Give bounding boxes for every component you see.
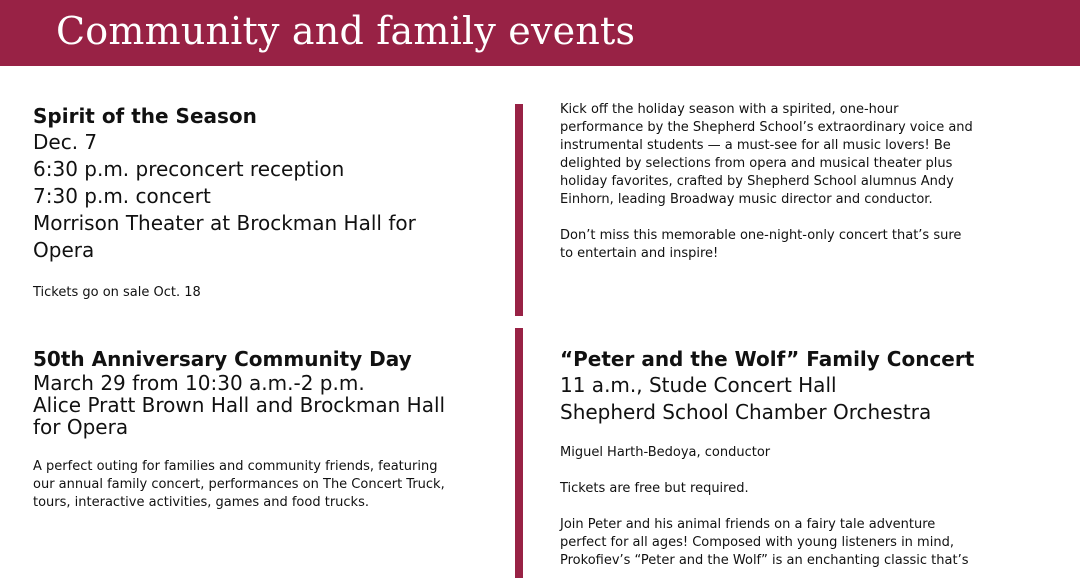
- description-line: Prokofiev’s “Peter and the Wolf” is an enchanting classic that’s: [560, 553, 969, 568]
- event-description: [560, 516, 1060, 570]
- event-title: “Peter and the Wolf” Family Concert: [560, 347, 975, 371]
- event-venue-line-1: Morrison Theater at Brockman Hall for: [33, 211, 416, 235]
- event-closing: [560, 227, 1060, 263]
- description-line: Join Peter and his animal friends on a fairy tale adventure: [560, 517, 936, 532]
- event-reception-time: 6:30 p.m. preconcert reception: [33, 157, 345, 181]
- event-tickets-note: Tickets are free but required.: [560, 481, 749, 496]
- description-line: instrumental students — a must-see for all music lovers! Be: [560, 138, 951, 153]
- description-line: Kick off the holiday season with a spirited, one-hour: [560, 102, 899, 117]
- description-line: performance by the Shepherd School’s extraordinary voice and: [560, 120, 973, 135]
- event-venue-line-2: for Opera: [33, 415, 129, 439]
- event-spirit-of-the-season: [33, 103, 503, 302]
- divider-event-1: [515, 104, 523, 316]
- description-line: perfect for all ages! Composed with young listeners in mind,: [560, 535, 954, 550]
- event-time-venue: 11 a.m., Stude Concert Hall: [560, 373, 837, 397]
- event-concert-time: 7:30 p.m. concert: [33, 184, 211, 208]
- description-line: delighted by selections from opera and musical theater plus: [560, 156, 953, 171]
- event-title: Spirit of the Season: [33, 104, 257, 128]
- event-date-time: March 29 from 10:30 a.m.-2 p.m.: [33, 371, 365, 395]
- page-title: Community and family events: [56, 9, 636, 53]
- divider-event-3: [515, 328, 523, 578]
- description-line: our annual family concert, performances on The Concert Truck,: [33, 477, 445, 492]
- event-spirit-description: [560, 101, 1060, 263]
- event-venue-line-1: Alice Pratt Brown Hall and Brockman Hall: [33, 393, 446, 417]
- event-conductor: Miguel Harth-Bedoya, conductor: [560, 445, 771, 460]
- event-description: [560, 101, 1060, 209]
- event-ensemble: Shepherd School Chamber Orchestra: [560, 400, 932, 424]
- description-line: holiday favorites, crafted by Shepherd School alumnus Andy: [560, 174, 954, 189]
- event-peter-and-the-wolf: [560, 346, 1060, 570]
- event-50th-anniversary: [33, 346, 503, 512]
- description-line: A perfect outing for families and community friends, featuring: [33, 459, 438, 474]
- closing-line: to entertain and inspire!: [560, 246, 719, 261]
- event-tickets-note: Tickets go on sale Oct. 18: [33, 285, 201, 300]
- closing-line: Don’t miss this memorable one-night-only concert that’s sure: [560, 228, 962, 243]
- header-banner: [0, 0, 1080, 66]
- event-venue-line-2: Opera: [33, 238, 95, 262]
- description-line: Einhorn, leading Broadway music director and conductor.: [560, 192, 933, 207]
- event-date: Dec. 7: [33, 130, 98, 154]
- event-title: 50th Anniversary Community Day: [33, 347, 412, 371]
- event-description: [33, 458, 503, 512]
- description-line: tours, interactive activities, games and food trucks.: [33, 495, 369, 510]
